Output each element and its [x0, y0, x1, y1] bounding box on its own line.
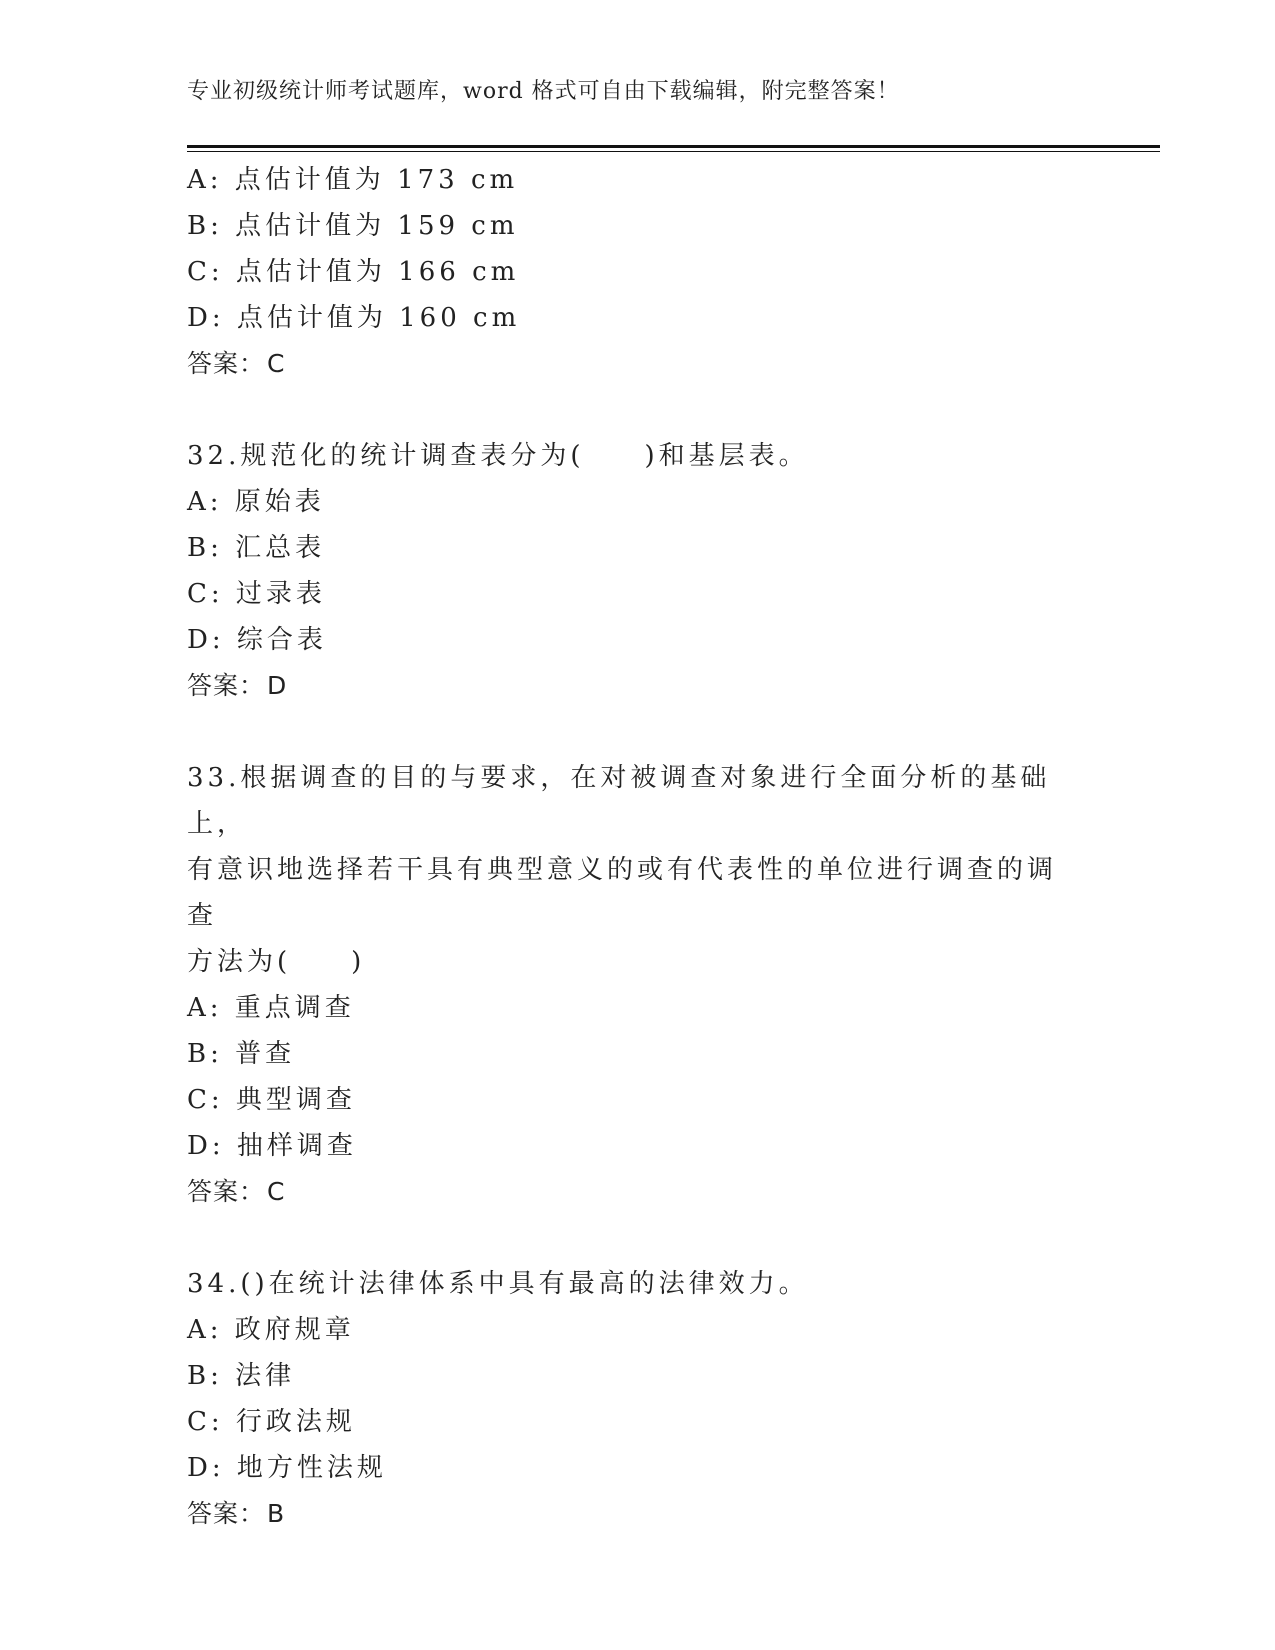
option-b: B: 点估计值为 159 cm [187, 211, 519, 241]
question-text: 32.规范化的统计调查表分为( )和基层表。 [187, 441, 809, 471]
question-text-line-1: 33.根据调查的目的与要求，在对被调查对象进行全面分析的基础上， [187, 763, 1051, 839]
option-a: A: 重点调查 [187, 993, 355, 1023]
question-text-line-3: 方法为( ) [187, 947, 366, 977]
answer-label: 答案： [187, 1177, 266, 1206]
answer-line [187, 341, 1067, 387]
question-33 [187, 755, 1067, 1215]
answer-label: 答案： [187, 671, 266, 700]
header-rule-thin [187, 151, 1160, 152]
question-text [187, 755, 1067, 985]
option-a: A: 政府规章 [187, 1315, 355, 1345]
option-a: A: 原始表 [187, 487, 325, 517]
question-text: 34.()在统计法律体系中具有最高的法律效力。 [187, 1269, 809, 1299]
answer-label: 答案： [187, 349, 266, 378]
option-b: B: 汇总表 [187, 533, 326, 563]
question-text-line-2: 有意识地选择若干具有典型意义的或有代表性的单位进行调查的调查 [187, 855, 1058, 931]
answer-value: D [267, 671, 288, 700]
document-body [187, 157, 1067, 1537]
header-rule-thick [187, 145, 1160, 148]
question-34 [187, 1261, 1067, 1537]
option-d: D: 综合表 [187, 625, 327, 655]
question-32 [187, 433, 1067, 709]
option-b: B: 普查 [187, 1039, 296, 1069]
answer-line [187, 1169, 1067, 1215]
option-b: B: 法律 [187, 1361, 296, 1391]
answer-line [187, 1491, 1067, 1537]
answer-value: C [267, 1177, 286, 1206]
question-31 [187, 157, 1067, 387]
answer-line [187, 663, 1067, 709]
option-d: D: 抽样调查 [187, 1131, 357, 1161]
page-header: 专业初级统计师考试题库，word 格式可自由下载编辑，附完整答案！ [187, 79, 900, 104]
option-c: C: 点估计值为 166 cm [187, 257, 520, 287]
option-d: D: 点估计值为 160 cm [187, 303, 521, 333]
answer-value: B [267, 1499, 286, 1528]
option-d: D: 地方性法规 [187, 1453, 387, 1483]
option-c: C: 典型调查 [187, 1085, 356, 1115]
option-c: C: 行政法规 [187, 1407, 356, 1437]
option-c: C: 过录表 [187, 579, 326, 609]
answer-value: C [267, 349, 286, 378]
option-a: A: 点估计值为 173 cm [187, 165, 519, 195]
answer-label: 答案： [187, 1499, 266, 1528]
